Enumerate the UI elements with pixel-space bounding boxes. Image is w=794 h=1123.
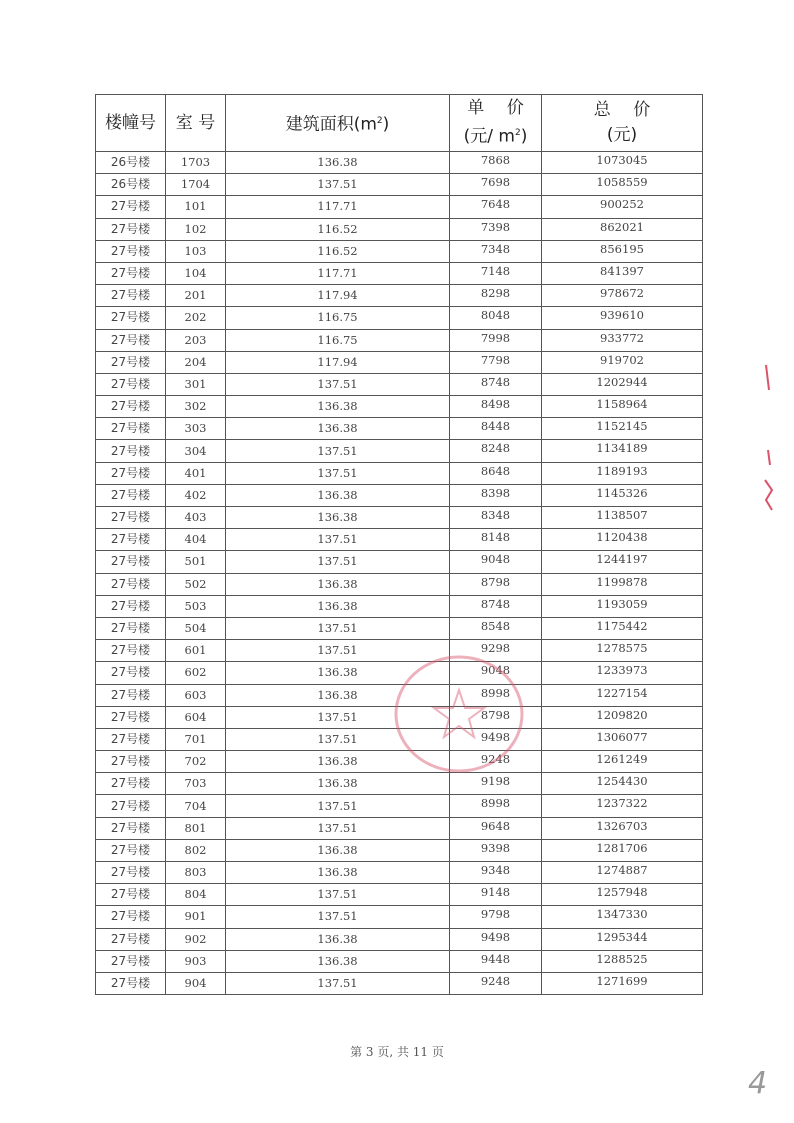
cell-room: 603 [166, 684, 226, 706]
cell-room: 204 [166, 351, 226, 373]
cell-area: 136.38 [226, 773, 450, 795]
cell-area: 136.38 [226, 418, 450, 440]
cell-building: 27号楼 [96, 196, 166, 218]
cell-building: 27号楼 [96, 373, 166, 395]
header-unit-price-sup: 2 [514, 128, 521, 139]
header-total-price [542, 95, 703, 152]
cell-area: 137.51 [226, 440, 450, 462]
cell-room: 101 [166, 196, 226, 218]
cell-room: 103 [166, 240, 226, 262]
table-row [96, 862, 703, 884]
cell-area: 137.51 [226, 706, 450, 728]
cell-area: 137.51 [226, 551, 450, 573]
cell-room: 601 [166, 640, 226, 662]
cell-total-price: 1271699 [542, 972, 703, 994]
margin-mark-stroke-bottom [765, 480, 772, 510]
cell-building: 26号楼 [96, 174, 166, 196]
cell-room: 404 [166, 529, 226, 551]
table-row [96, 396, 703, 418]
cell-room: 904 [166, 972, 226, 994]
cell-unit-price: 8798 [450, 573, 542, 595]
cell-unit-price: 9498 [450, 728, 542, 750]
cell-area: 136.38 [226, 662, 450, 684]
cell-unit-price: 8448 [450, 418, 542, 440]
cell-area: 136.38 [226, 152, 450, 174]
table-row [96, 174, 703, 196]
table-row [96, 418, 703, 440]
cell-area: 136.38 [226, 862, 450, 884]
table-row [96, 152, 703, 174]
cell-room: 702 [166, 751, 226, 773]
cell-room: 801 [166, 817, 226, 839]
cell-unit-price: 8248 [450, 440, 542, 462]
cell-area: 136.38 [226, 950, 450, 972]
cell-area: 117.94 [226, 285, 450, 307]
table-row [96, 307, 703, 329]
cell-unit-price: 7648 [450, 196, 542, 218]
table-row [96, 440, 703, 462]
cell-unit-price: 8148 [450, 529, 542, 551]
cell-unit-price: 9148 [450, 884, 542, 906]
header-building-label: 楼幢号 [105, 112, 156, 133]
cell-total-price: 978672 [542, 285, 703, 307]
cell-area: 137.51 [226, 795, 450, 817]
cell-area: 136.38 [226, 396, 450, 418]
margin-mark-stroke-mid [768, 450, 770, 465]
cell-area: 137.51 [226, 817, 450, 839]
cell-total-price: 1189193 [542, 462, 703, 484]
header-building [96, 95, 166, 152]
table-row [96, 218, 703, 240]
cell-unit-price: 8298 [450, 285, 542, 307]
cell-unit-price: 8998 [450, 684, 542, 706]
cell-unit-price: 7398 [450, 218, 542, 240]
table-row [96, 240, 703, 262]
cell-area: 116.52 [226, 240, 450, 262]
cell-total-price: 856195 [542, 240, 703, 262]
cell-room: 301 [166, 373, 226, 395]
cell-building: 27号楼 [96, 684, 166, 706]
cell-total-price: 1152145 [542, 418, 703, 440]
cell-building: 27号楼 [96, 972, 166, 994]
table-row [96, 684, 703, 706]
cell-building: 27号楼 [96, 396, 166, 418]
cell-unit-price: 8648 [450, 462, 542, 484]
cell-building: 27号楼 [96, 440, 166, 462]
cell-building: 27号楼 [96, 773, 166, 795]
cell-total-price: 933772 [542, 329, 703, 351]
cell-unit-price: 8398 [450, 484, 542, 506]
cell-area: 136.38 [226, 595, 450, 617]
cell-building: 27号楼 [96, 751, 166, 773]
cell-total-price: 1288525 [542, 950, 703, 972]
header-area-label: 建筑面积(m [285, 114, 377, 135]
table-row [96, 817, 703, 839]
cell-unit-price: 9498 [450, 928, 542, 950]
cell-unit-price: 8748 [450, 595, 542, 617]
table-row [96, 928, 703, 950]
cell-total-price: 1244197 [542, 551, 703, 573]
cell-total-price: 1175442 [542, 617, 703, 639]
cell-total-price: 1145326 [542, 484, 703, 506]
cell-total-price: 1209820 [542, 706, 703, 728]
cell-building: 27号楼 [96, 950, 166, 972]
cell-building: 27号楼 [96, 795, 166, 817]
cell-building: 27号楼 [96, 662, 166, 684]
cell-unit-price: 7998 [450, 329, 542, 351]
cell-area: 136.38 [226, 928, 450, 950]
cell-area: 137.51 [226, 972, 450, 994]
table-row [96, 617, 703, 639]
table-row [96, 507, 703, 529]
table-row [96, 595, 703, 617]
cell-area: 117.71 [226, 262, 450, 284]
cell-building: 27号楼 [96, 839, 166, 861]
price-table [95, 94, 703, 995]
cell-building: 27号楼 [96, 640, 166, 662]
margin-signature-mark [762, 355, 776, 515]
cell-building: 27号楼 [96, 862, 166, 884]
table-row [96, 285, 703, 307]
header-room-label: 室 号 [175, 112, 216, 133]
cell-room: 202 [166, 307, 226, 329]
cell-total-price: 841397 [542, 262, 703, 284]
cell-room: 903 [166, 950, 226, 972]
cell-room: 401 [166, 462, 226, 484]
cell-room: 701 [166, 728, 226, 750]
cell-room: 503 [166, 595, 226, 617]
cell-area: 137.51 [226, 640, 450, 662]
cell-room: 201 [166, 285, 226, 307]
cell-unit-price: 9798 [450, 906, 542, 928]
cell-total-price: 939610 [542, 307, 703, 329]
cell-total-price: 1306077 [542, 728, 703, 750]
cell-unit-price: 8748 [450, 373, 542, 395]
cell-area: 116.75 [226, 307, 450, 329]
header-unit-price-unit: (元/ m [463, 126, 515, 147]
cell-area: 136.38 [226, 684, 450, 706]
cell-unit-price: 7348 [450, 240, 542, 262]
cell-total-price: 1073045 [542, 152, 703, 174]
cell-building: 27号楼 [96, 418, 166, 440]
table-row [96, 262, 703, 284]
cell-total-price: 1227154 [542, 684, 703, 706]
cell-building: 27号楼 [96, 351, 166, 373]
cell-area: 136.38 [226, 507, 450, 529]
cell-area: 136.38 [226, 751, 450, 773]
table-row [96, 906, 703, 928]
page-footer: 第 3 页, 共 11 页 [350, 1045, 444, 1059]
cell-total-price: 1281706 [542, 839, 703, 861]
cell-room: 303 [166, 418, 226, 440]
cell-room: 302 [166, 396, 226, 418]
cell-room: 704 [166, 795, 226, 817]
cell-total-price: 1257948 [542, 884, 703, 906]
margin-mark-stroke-top [766, 365, 769, 390]
cell-total-price: 1233973 [542, 662, 703, 684]
cell-room: 501 [166, 551, 226, 573]
cell-total-price: 1261249 [542, 751, 703, 773]
cell-unit-price: 8998 [450, 795, 542, 817]
table-row [96, 751, 703, 773]
cell-room: 804 [166, 884, 226, 906]
cell-total-price: 862021 [542, 218, 703, 240]
cell-area: 137.51 [226, 617, 450, 639]
cell-unit-price: 9248 [450, 972, 542, 994]
cell-room: 504 [166, 617, 226, 639]
cell-unit-price: 7698 [450, 174, 542, 196]
cell-unit-price: 9648 [450, 817, 542, 839]
table-row [96, 972, 703, 994]
cell-building: 27号楼 [96, 817, 166, 839]
cell-area: 117.94 [226, 351, 450, 373]
cell-total-price: 1193059 [542, 595, 703, 617]
cell-room: 604 [166, 706, 226, 728]
cell-building: 27号楼 [96, 928, 166, 950]
table-row [96, 196, 703, 218]
table-row [96, 484, 703, 506]
cell-room: 102 [166, 218, 226, 240]
cell-building: 27号楼 [96, 884, 166, 906]
table-row [96, 573, 703, 595]
table-row [96, 462, 703, 484]
cell-unit-price: 9048 [450, 551, 542, 573]
header-unit-price-line2 [450, 121, 541, 150]
cell-building: 26号楼 [96, 152, 166, 174]
cell-building: 27号楼 [96, 706, 166, 728]
header-unit-price-close: ) [520, 126, 528, 147]
cell-area: 116.75 [226, 329, 450, 351]
table-row [96, 839, 703, 861]
cell-building: 27号楼 [96, 507, 166, 529]
cell-room: 602 [166, 662, 226, 684]
cell-building: 27号楼 [96, 484, 166, 506]
cell-total-price: 1202944 [542, 373, 703, 395]
cell-room: 803 [166, 862, 226, 884]
cell-unit-price: 8048 [450, 307, 542, 329]
cell-unit-price: 9048 [450, 662, 542, 684]
cell-total-price: 1138507 [542, 507, 703, 529]
header-area-sup: 2 [376, 115, 383, 126]
cell-room: 902 [166, 928, 226, 950]
cell-unit-price: 9348 [450, 862, 542, 884]
cell-building: 27号楼 [96, 728, 166, 750]
cell-building: 27号楼 [96, 285, 166, 307]
cell-building: 27号楼 [96, 329, 166, 351]
cell-room: 402 [166, 484, 226, 506]
table-row [96, 795, 703, 817]
cell-total-price: 919702 [542, 351, 703, 373]
cell-room: 403 [166, 507, 226, 529]
cell-building: 27号楼 [96, 307, 166, 329]
table-row [96, 351, 703, 373]
cell-unit-price: 9298 [450, 640, 542, 662]
cell-total-price: 1326703 [542, 817, 703, 839]
cell-unit-price: 9248 [450, 751, 542, 773]
table-row [96, 662, 703, 684]
table-row [96, 373, 703, 395]
cell-unit-price: 8498 [450, 396, 542, 418]
cell-unit-price: 7868 [450, 152, 542, 174]
cell-total-price: 1120438 [542, 529, 703, 551]
header-unit-price [450, 95, 542, 152]
cell-total-price: 1058559 [542, 174, 703, 196]
cell-total-price: 1295344 [542, 928, 703, 950]
cell-unit-price: 8798 [450, 706, 542, 728]
cell-area: 136.38 [226, 484, 450, 506]
cell-unit-price: 7798 [450, 351, 542, 373]
cell-unit-price: 9448 [450, 950, 542, 972]
header-unit-price-line1: 单 价 [467, 98, 524, 119]
cell-building: 27号楼 [96, 529, 166, 551]
cell-total-price: 1278575 [542, 640, 703, 662]
cell-total-price: 1274887 [542, 862, 703, 884]
table-row [96, 706, 703, 728]
cell-total-price: 1134189 [542, 440, 703, 462]
cell-unit-price: 8348 [450, 507, 542, 529]
table-row [96, 884, 703, 906]
cell-area: 137.51 [226, 373, 450, 395]
cell-total-price: 1199878 [542, 573, 703, 595]
cell-area: 137.51 [226, 906, 450, 928]
header-total-price-line1: 总 价 [593, 100, 651, 120]
cell-room: 1703 [166, 152, 226, 174]
cell-area: 117.71 [226, 196, 450, 218]
cell-total-price: 1254430 [542, 773, 703, 795]
cell-area: 136.38 [226, 839, 450, 861]
cell-total-price: 900252 [542, 196, 703, 218]
cell-building: 27号楼 [96, 617, 166, 639]
cell-area: 137.51 [226, 728, 450, 750]
cell-area: 116.52 [226, 218, 450, 240]
cell-room: 203 [166, 329, 226, 351]
cell-room: 703 [166, 773, 226, 795]
cell-building: 27号楼 [96, 240, 166, 262]
table-row [96, 329, 703, 351]
cell-room: 1704 [166, 174, 226, 196]
cell-area: 137.51 [226, 174, 450, 196]
cell-area: 136.38 [226, 573, 450, 595]
table-row [96, 950, 703, 972]
table-row [96, 529, 703, 551]
cell-unit-price: 9198 [450, 773, 542, 795]
cell-room: 802 [166, 839, 226, 861]
cell-area: 137.51 [226, 884, 450, 906]
table-row [96, 728, 703, 750]
cell-building: 27号楼 [96, 218, 166, 240]
table-row [96, 640, 703, 662]
cell-building: 27号楼 [96, 551, 166, 573]
table-header-row [96, 95, 703, 152]
cell-building: 27号楼 [96, 595, 166, 617]
table-body [96, 152, 703, 995]
cell-building: 27号楼 [96, 906, 166, 928]
cell-total-price: 1347330 [542, 906, 703, 928]
header-area [226, 95, 450, 152]
cell-total-price: 1237322 [542, 795, 703, 817]
cell-unit-price: 8548 [450, 617, 542, 639]
handwritten-page-number: 4 [748, 1066, 768, 1101]
header-total-price-line2: (元) [606, 125, 638, 145]
cell-area: 137.51 [226, 462, 450, 484]
cell-room: 104 [166, 262, 226, 284]
cell-unit-price: 7148 [450, 262, 542, 284]
cell-room: 502 [166, 573, 226, 595]
table-row [96, 551, 703, 573]
cell-building: 27号楼 [96, 573, 166, 595]
header-room [166, 95, 226, 152]
cell-building: 27号楼 [96, 462, 166, 484]
cell-room: 304 [166, 440, 226, 462]
cell-total-price: 1158964 [542, 396, 703, 418]
header-area-close: ) [382, 114, 390, 135]
cell-building: 27号楼 [96, 262, 166, 284]
price-list-sheet [95, 94, 702, 995]
table-row [96, 773, 703, 795]
cell-unit-price: 9398 [450, 839, 542, 861]
cell-area: 137.51 [226, 529, 450, 551]
cell-room: 901 [166, 906, 226, 928]
